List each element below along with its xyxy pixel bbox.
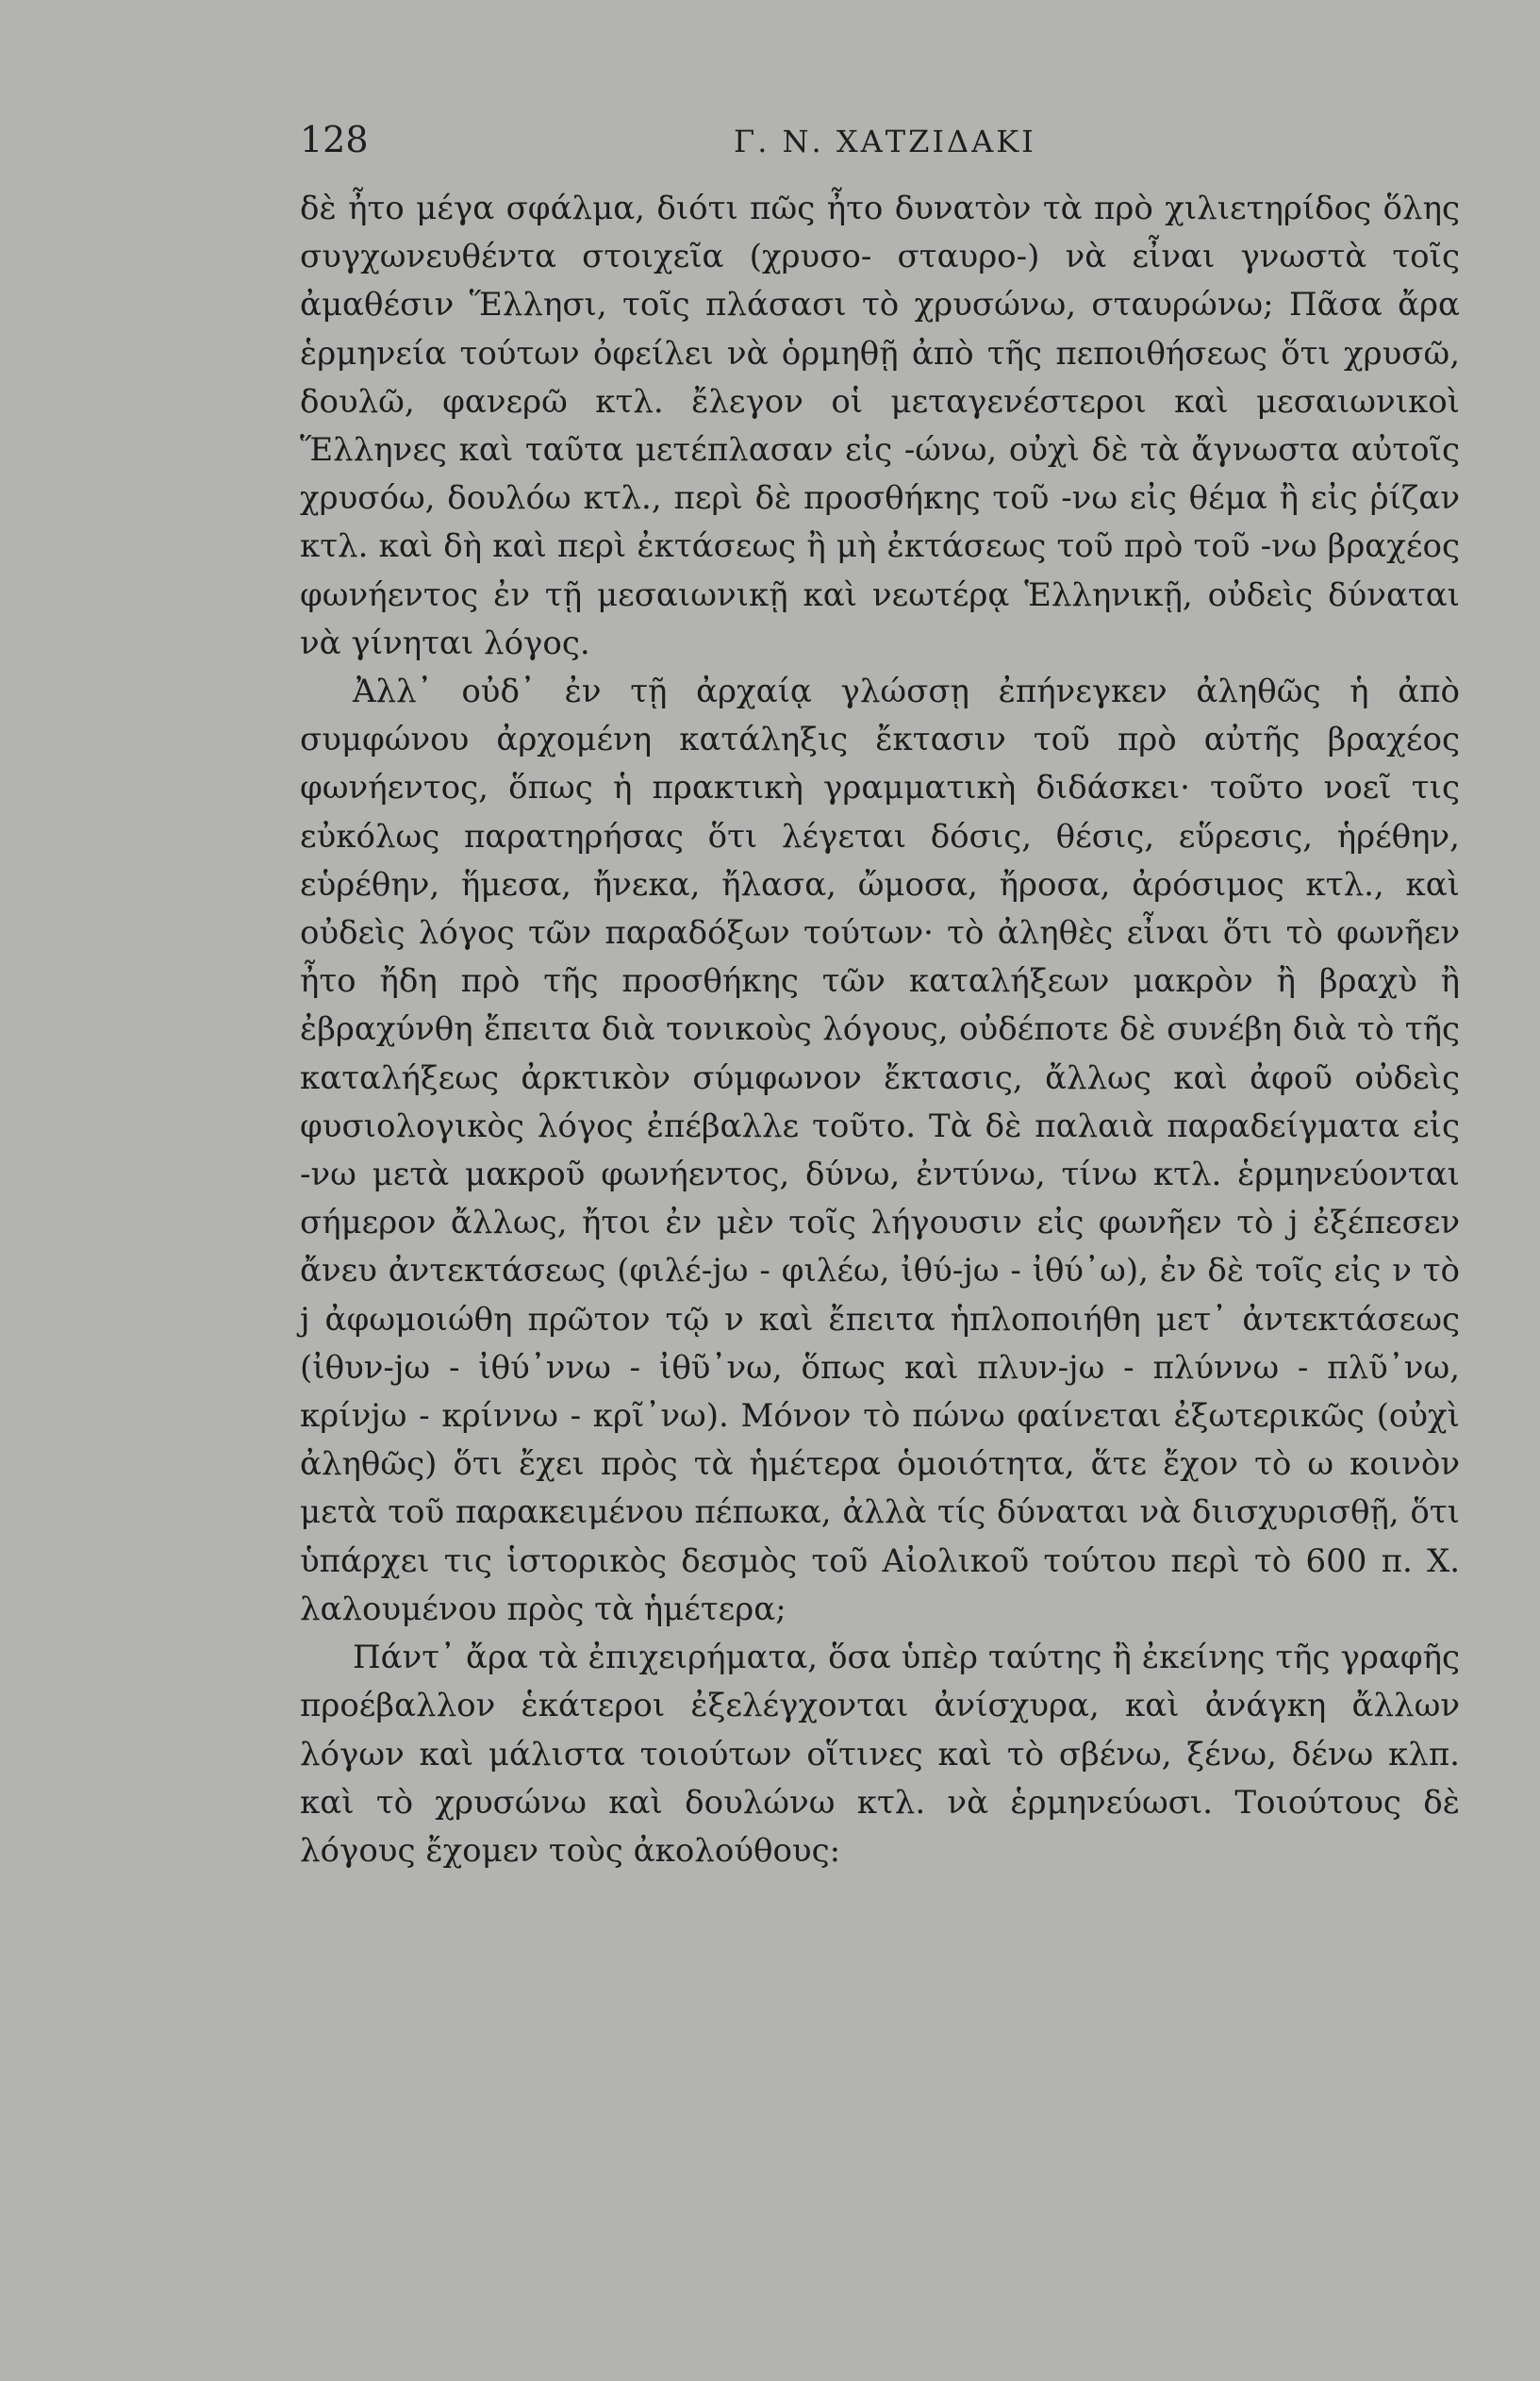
page-number: 128 xyxy=(300,119,369,160)
paragraph-1: δὲ ἦτο μέγα σφάλμα, διότι πῶς ἦτο δυνατὸν τὰ πρὸ χιλιετηρίδος ὅλης συγχωνευθέντα στοιχεῖα (χρυσο- σταυρο-) νὰ εἶναι γνωστὰ τοῖς ἀμαθέσιν Ἕλλησι, τοῖς πλάσασι τὸ χρυσώνω, σταυρώνω; Πᾶσα ἄρα ἑρμηνεία τούτων ὀφείλει νὰ ὁρμηθῇ ἀπὸ τῆς πεποιθήσεως ὅτι χρυσῶ, δουλῶ, φανερῶ κτλ. ἔλεγον οἱ μεταγενέστεροι καὶ μεσαιωνικοὶ Ἕλληνες καὶ ταῦτα μετέπλασαν εἰς -ώνω, οὐχὶ δὲ τὰ ἄγνωστα αὐτοῖς χρυσόω, δουλόω κτλ., περὶ δὲ προσθήκης τοῦ -νω εἰς θέμα ἢ εἰς ῥίζαν κτλ. καὶ δὴ καὶ περὶ ἐκτάσεως ἢ μὴ ἐκτάσεως τοῦ πρὸ τοῦ -νω βραχέος φωνήεντος ἐν τῇ μεσαιωνικῇ καὶ νεωτέρᾳ Ἑλληνικῇ, οὐδεὶς δύναται νὰ γίνηται λόγος. xyxy=(300,190,1460,662)
paragraph-2: Ἀλλ᾽ οὐδ᾽ ἐν τῇ ἀρχαίᾳ γλώσσῃ ἐπήνεγκεν ἀληθῶς ἡ ἀπὸ συμφώνου ἀρχομένη κατάληξις ἔκτασιν τοῦ πρὸ αὐτῆς βραχέος φωνήεντος, ὅπως ἡ πρακτικὴ γραμματικὴ διδάσκει· τοῦτο νοεῖ τις εὐκόλως παρατηρήσας ὅτι λέγεται δόσις, θέσις, εὕρεσις, ἡρέθην, εὑρέθην, ἥμεσα, ἤνεκα, ἤλασα, ὤμοσα, ἤροσα, ἀρόσιμος κτλ., καὶ οὐδεὶς λόγος τῶν παραδόξων τούτων· τὸ ἀληθὲς εἶναι ὅτι τὸ φωνῆεν ἦτο ἤδη πρὸ τῆς προσθήκης τῶν καταλήξεων μακρὸν ἢ βραχὺ ἢ ἐβραχύνθη ἔπειτα διὰ τονικοὺς λόγους, οὐδέποτε δὲ συνέβη διὰ τὸ τῆς καταλήξεως ἀρκτικὸν σύμφωνον ἔκτασις, ἄλλως καὶ ἀφοῦ οὐδεὶς φυσιολογικὸς λόγος ἐπέβαλλε τοῦτο. Τὰ δὲ παλαιὰ παραδείγματα εἰς -νω μετὰ μακροῦ φωνήεντος, δύνω, ἐντύνω, τίνω κτλ. ἑρμηνεύονται σήμερον ἄλλως, ἤτοι ἐν μὲν τοῖς λήγουσιν εἰς φωνῆεν τὸ j ἐξέπεσεν ἄνευ ἀντεκτάσεως (φιλέ-jω - φιλέω, ἰθύ-jω - ἰθύ᾽ω), ἐν δὲ τοῖς εἰς ν τὸ j ἀφωμοιώθη πρῶτον τῷ ν καὶ ἔπειτα ἡπλοποιήθη μετ᾽ ἀντεκτάσεως (ἰθυν-jω - ἰθύ᾽ννω - ἰθῦ᾽νω, ὅπως καὶ πλυν-jω - πλύννω - πλῦ᾽νω, κρίνjω - κρίννω - κρῖ᾽νω). Μόνον τὸ πώνω φαίνεται ἐξωτερικῶς (οὐχὶ ἀληθῶς) ὅτι ἔχει πρὸς τὰ ἡμέτερα ὁμοιότητα, ἅτε ἔχον τὸ ω κοινὸν μετὰ τοῦ παρακειμένου πέπωκα, ἀλλὰ τίς δύναται νὰ διισχυρισθῇ, ὅτι ὑπάρχει τις ἱστορικὸς δεσμὸς τοῦ Αἰολικοῦ τούτου περὶ τὸ 600 π. Χ. λαλουμένου πρὸς τὰ ἡμέτερα; xyxy=(300,673,1460,1628)
paragraph-3: Πάντ᾽ ἄρα τὰ ἐπιχειρήματα, ὅσα ὑπὲρ ταύτης ἢ ἐκείνης τῆς γραφῆς προέβαλλον ἑκάτεροι ἐξελέγχονται ἀνίσχυρα, καὶ ἀνάγκη ἄλλων λόγων καὶ μάλιστα τοιούτων οἵτινες καὶ τὸ σβένω, ξένω, δένω κλπ. καὶ τὸ χρυσώνω καὶ δουλώνω κτλ. νὰ ἑρμηνεύωσι. Τοιούτους δὲ λόγους ἔχομεν τοὺς ἀκολούθους: xyxy=(300,1639,1460,1870)
running-head: Γ. Ν. ΧΑΤΖΙΔΑΚΙ xyxy=(734,124,1036,159)
body-text xyxy=(300,185,1460,1875)
page-header xyxy=(300,111,1460,168)
